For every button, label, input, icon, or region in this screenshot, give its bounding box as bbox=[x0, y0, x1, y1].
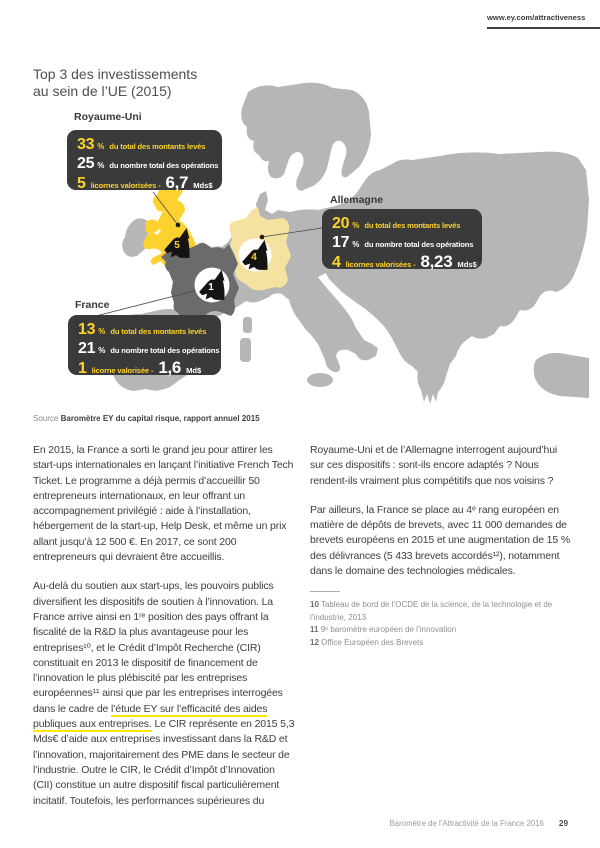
stat-label: du total des montants levés bbox=[110, 327, 207, 336]
stat-value: 1 bbox=[78, 360, 87, 377]
stat-label: du nombre total des opérations bbox=[364, 240, 474, 249]
stat-value: 17 bbox=[332, 234, 350, 251]
connector-dot-uk bbox=[176, 223, 181, 228]
map-corsica bbox=[243, 317, 252, 333]
stat-value: 21 bbox=[78, 340, 96, 357]
stat-value: 20 bbox=[332, 215, 350, 232]
stat-row bbox=[332, 215, 474, 234]
percent-sign: % bbox=[97, 161, 105, 170]
stat-label: du nombre total des opérations bbox=[109, 161, 219, 170]
unicorn-count-france: 1 bbox=[208, 282, 214, 293]
unicorn-marker-germany bbox=[239, 239, 272, 272]
connector-dot-germany bbox=[260, 235, 265, 240]
footer-title: Baromètre de l’Attractivité de la France 2016 bbox=[389, 819, 544, 828]
callout-box-germany bbox=[322, 209, 482, 269]
body-column-right bbox=[310, 443, 573, 649]
body-column-left bbox=[33, 443, 296, 823]
footnotes bbox=[310, 599, 573, 649]
paragraph: En 2015, la France a sorti le grand jeu pour attirer les start-ups internationales en lançant l’initiative French Tech Ticket. Le programme a déjà permis d’accueillir 50 entrepreneurs internationaux, en leur offrant un accompagnement privilégié : aide à l’installation, hébergement de la start-up, Help Desk, et même un prix allant jusqu’à 12 500 €. En 2017, ce sont 200 entrepreneurs qui devraient être accueillis. bbox=[33, 444, 294, 564]
footnote-rule bbox=[310, 591, 340, 592]
percent-sign: % bbox=[352, 221, 360, 230]
callout-label-france: France bbox=[75, 299, 110, 311]
stat-row bbox=[332, 234, 474, 253]
figure-title-line1: Top 3 des investissements bbox=[33, 66, 198, 82]
stat-row bbox=[332, 252, 477, 273]
source-prefix: Source bbox=[33, 414, 59, 423]
callout-box-uk bbox=[67, 130, 222, 190]
stat-unit: Mds$ bbox=[193, 181, 213, 190]
stat-value: 13 bbox=[78, 321, 96, 338]
paragraph-text: Le CIR représente en 2015 5,3 Mds€ d’aide aux entreprises investissant dans la R&D et l’innovation, majoritairement des PME dans le secteur de l’industrie. Outre le CIR, le Crédit d’Impôt d’Innovation (CII) constitue un autre dispositif fiscal particulièrement incitatif. Toutefois, les performances supérieures du bbox=[33, 718, 295, 807]
unicorn-marker-france bbox=[195, 268, 230, 303]
percent-sign: % bbox=[98, 327, 106, 336]
percent-sign: % bbox=[352, 240, 360, 249]
callout-label-germany: Allemagne bbox=[330, 194, 384, 206]
stat-label: licorne valorisée - bbox=[91, 366, 154, 375]
unicorn-count-germany: 4 bbox=[251, 252, 257, 263]
footnote-item: 11 9ᵉ baromètre européen de l’innovation bbox=[310, 625, 457, 635]
stat-label: du nombre total des opérations bbox=[110, 346, 220, 355]
stat-row bbox=[78, 359, 213, 379]
paragraph: Royaume-Uni et de l’Allemagne interrogent aujourd’hui sur ces dispositifs : sont-ils encore adaptés ? Nous rendent-ils vraiment plus compétitifs que nos voisins ? bbox=[310, 444, 558, 487]
stat-amount: 1,6 bbox=[158, 358, 182, 377]
stat-label: du total des montants levés bbox=[364, 221, 461, 230]
source-text: Baromètre EY du capital risque, rapport annuel 2015 bbox=[60, 414, 260, 423]
stat-amount: 6,7 bbox=[165, 173, 189, 192]
stat-value: 4 bbox=[332, 254, 341, 271]
map-northern-ireland bbox=[145, 219, 159, 233]
percent-sign: % bbox=[98, 346, 106, 355]
stat-unit: Md$ bbox=[186, 366, 202, 375]
stat-value: 33 bbox=[77, 136, 95, 153]
footnote-item: 10 Tableau de bord de l’OCDE de la science, de la technologie et de l’industrie, 2013 bbox=[310, 600, 553, 622]
stat-row bbox=[77, 174, 214, 194]
stat-amount: 8,23 bbox=[420, 252, 453, 271]
callout-box-france bbox=[68, 315, 221, 375]
unicorn-count-uk: 5 bbox=[174, 240, 180, 251]
map-sicily bbox=[307, 373, 333, 387]
paragraph: Par ailleurs, la France se place au 4ᵉ rang européen en matière de dépôts de brevets, avec 11 000 demandes de brevets européens en 2015 et une augmentation de 15 % des délivrances (5 433 brevets accordés¹²), notamment dans le domaine des technologies médicales. bbox=[310, 503, 571, 578]
stat-label: licornes valorisées - bbox=[345, 260, 416, 269]
stat-unit: Mds$ bbox=[457, 260, 477, 269]
study-link[interactable]: l’étude EY sur l’efficacité des aides publiques aux entreprises. bbox=[33, 702, 268, 731]
source-line bbox=[33, 414, 260, 423]
page-footer bbox=[390, 819, 568, 828]
figure-title-line2: au sein de l’UE (2015) bbox=[33, 83, 172, 99]
map-scandinavia bbox=[241, 83, 371, 191]
stat-row bbox=[77, 155, 219, 174]
stat-value: 5 bbox=[77, 175, 86, 192]
footnote-item: 12 Office Européen des Brevets bbox=[310, 637, 424, 647]
stat-value: 25 bbox=[77, 155, 95, 172]
stat-row bbox=[77, 136, 214, 155]
stat-row bbox=[78, 340, 220, 359]
paragraph-text: Au-delà du soutien aux start-ups, les pouvoirs publics diversifient les dispositifs de soutien à l’innovation. La France arrive ainsi en 1ʳᵉ position des pays offrant la fiscalité de la R&D la plus avantageuse pour les entreprises¹⁰, et le Crédit d’Impôt Recherche (CIR) constituait en 2013 le dispositif de financement de l’innovation le plus plébiscité par les entreprises européennes¹¹ ainsi que par les entreprises interrogées dans le cadre de bbox=[33, 580, 283, 715]
percent-sign: % bbox=[97, 142, 105, 151]
stat-label: licornes valorisées - bbox=[90, 181, 161, 190]
paragraph bbox=[33, 579, 296, 808]
page-number: 29 bbox=[558, 819, 568, 828]
stat-row bbox=[78, 321, 213, 340]
header-url-link[interactable]: www.ey.com/attractiveness bbox=[487, 13, 600, 29]
callout-label-uk: Royaume-Uni bbox=[74, 111, 142, 123]
map-sardinia bbox=[240, 338, 251, 362]
stat-label: du total des montants levés bbox=[109, 142, 206, 151]
map-turkey bbox=[534, 353, 589, 398]
